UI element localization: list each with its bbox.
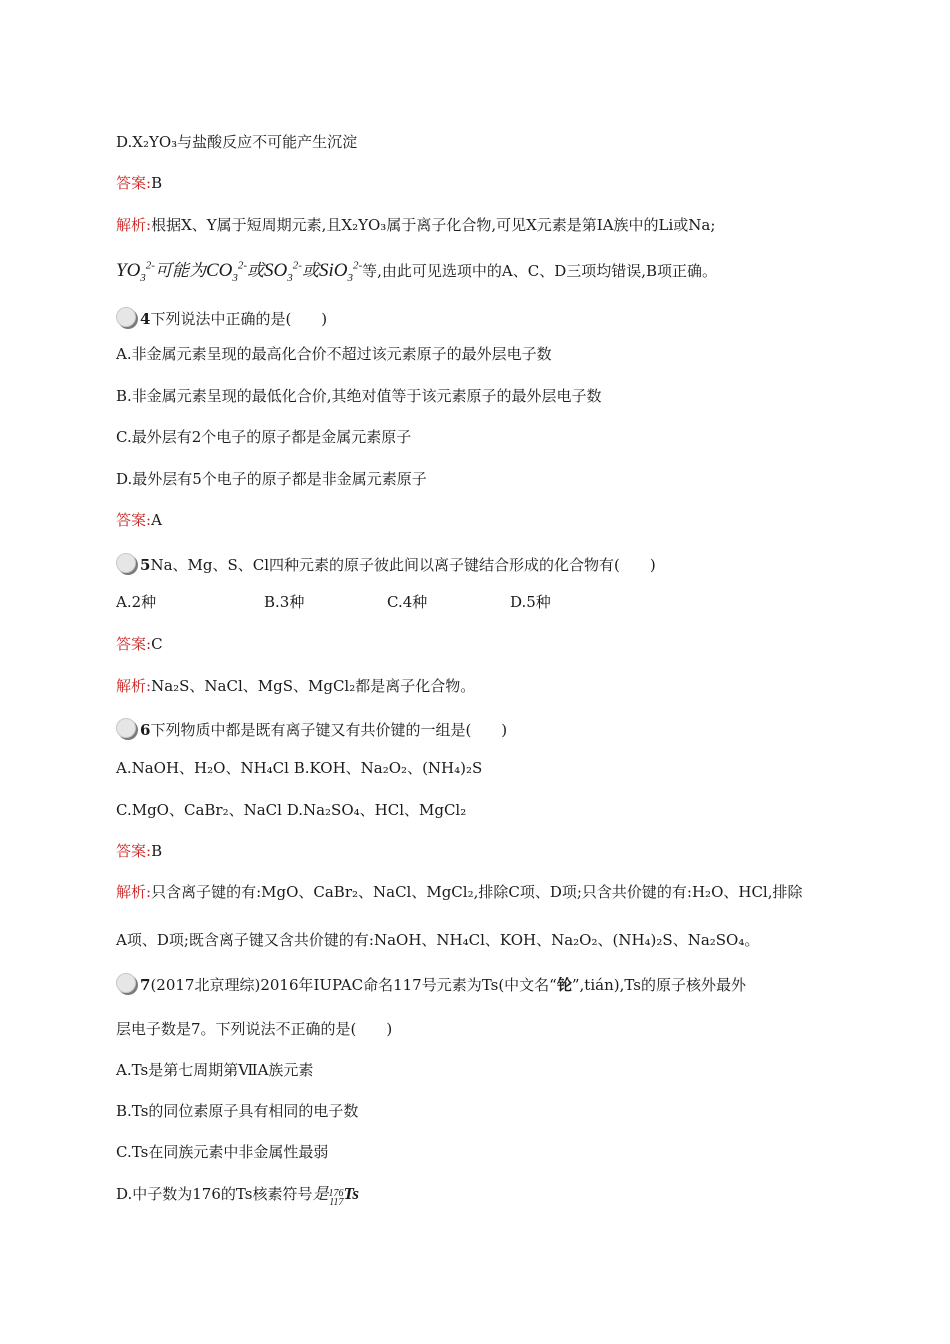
question-marker-icon <box>116 307 138 329</box>
question-number: 7 <box>140 976 151 994</box>
q5-answer <box>116 634 163 654</box>
answer-value: C <box>151 635 163 653</box>
nuclide-symbol: Ts <box>343 1184 359 1203</box>
formula-co3: $CO_3^{2-}$ <box>205 259 248 284</box>
q6-stem <box>116 718 507 740</box>
q4-option-d: D.最外层有5个电子的原子都是非金属元素原子 <box>116 470 427 488</box>
analysis-label: 解析: <box>116 677 152 695</box>
q4-option-b: B.非金属元素呈现的最低化合价,其绝对值等于该元素原子的最外层电子数 <box>116 387 602 405</box>
option-text: D.中子数为176的Ts核素符号 <box>116 1185 313 1203</box>
answer-value: B <box>151 174 163 192</box>
q7-stem-line2: 层电子数是7。下列说法不正确的是( ) <box>116 1020 393 1038</box>
analysis-connector: 可能为 <box>154 261 206 280</box>
q7-option-c: C.Ts在同族元素中非金属性最弱 <box>116 1143 329 1161</box>
question-stem: (2017北京理综)2016年IUPAC命名117号元素为Ts(中文名“ <box>150 976 557 994</box>
formula-yo3: $YO_3^{2-}$ <box>116 259 155 284</box>
question-stem: Na、Mg、S、Cl四种元素的原子彼此间以离子键结合形成的化合物有( ) <box>150 556 656 574</box>
option-text-italic: 是 <box>312 1186 329 1203</box>
q3-option-d: D.X₂YO₃与盐酸反应不可能产生沉淀 <box>116 133 358 151</box>
analysis-connector: 或 <box>247 261 265 280</box>
q5-stem <box>116 553 656 575</box>
analysis-text: 等,由此可见选项中的A、C、D三项均错误,B项正确。 <box>362 262 718 280</box>
answer-label: 答案: <box>116 842 152 860</box>
q6-analysis-line1 <box>116 882 803 902</box>
q5-option-b: B.3种 <box>264 593 305 611</box>
question-number: 6 <box>140 721 151 739</box>
q5-option-a: A.2种 <box>116 593 157 611</box>
q3-answer <box>116 173 162 193</box>
analysis-text: 只含离子键的有:MgO、CaBr₂、NaCl、MgCl₂,排除C项、D项;只含共价键的有:H₂O、HCl,排除 <box>151 883 803 901</box>
question-stem: 下列物质中都是既有离子键又有共价键的一组是( ) <box>150 721 508 739</box>
q4-answer <box>116 510 162 530</box>
question-marker-icon <box>116 718 138 740</box>
q5-option-d: D.5种 <box>510 593 551 611</box>
q7-option-b: B.Ts的同位素原子具有相同的电子数 <box>116 1102 359 1120</box>
q3-analysis-line2 <box>116 258 717 284</box>
answer-label: 答案: <box>116 174 152 192</box>
q7-option-d <box>116 1184 359 1207</box>
analysis-connector: 或 <box>301 261 319 280</box>
analysis-label: 解析: <box>116 883 152 901</box>
q5-options <box>116 592 551 612</box>
answer-value: B <box>151 842 163 860</box>
q6-options-cd: C.MgO、CaBr₂、NaCl D.Na₂SO₄、HCl、MgCl₂ <box>116 801 467 819</box>
q4-option-a: A.非金属元素呈现的最高化合价不超过该元素原子的最外层电子数 <box>116 345 552 363</box>
q7-option-a: A.Ts是第七周期第ⅦA族元素 <box>116 1061 314 1079</box>
q4-stem <box>116 307 327 329</box>
question-marker-icon <box>116 973 138 995</box>
q7-stem-line1 <box>116 973 746 995</box>
atomic-number: 117 <box>329 1197 344 1208</box>
formula-sio3: SiO$_3^{2-}$ <box>318 259 363 284</box>
q5-option-c: C.4种 <box>387 593 428 611</box>
question-number: 4 <box>140 310 151 328</box>
q5-analysis <box>116 676 475 696</box>
answer-label: 答案: <box>116 635 152 653</box>
element-name-char: 𬬭 <box>556 976 572 994</box>
question-stem-end: ”,tián),Ts的原子核外最外 <box>571 976 746 994</box>
q6-answer <box>116 841 162 861</box>
q3-analysis-line1 <box>116 215 715 235</box>
question-number: 5 <box>140 556 151 574</box>
answer-label: 答案: <box>116 511 152 529</box>
nuclide-numbers <box>329 1189 344 1207</box>
question-stem: 下列说法中正确的是( ) <box>150 310 328 328</box>
mass-number: 176 <box>328 1188 344 1199</box>
answer-value: A <box>151 511 162 529</box>
q6-analysis-line2: A项、D项;既含离子键又含共价键的有:NaOH、NH₄Cl、KOH、Na₂O₂、(NH₄)₂S、Na₂SO₄。 <box>116 931 760 949</box>
formula-so3: $SO_3^{2-}$ <box>264 259 302 284</box>
question-marker-icon <box>116 553 138 575</box>
analysis-label: 解析: <box>116 216 152 234</box>
q4-option-c: C.最外层有2个电子的原子都是金属元素原子 <box>116 428 412 446</box>
q6-options-ab: A.NaOH、H₂O、NH₄Cl B.KOH、Na₂O₂、(NH₄)₂S <box>116 759 483 777</box>
analysis-text: 根据X、Y属于短周期元素,且X₂YO₃属于离子化合物,可见X元素是第ⅠA族中的Li或Na; <box>151 216 716 234</box>
analysis-text: Na₂S、NaCl、MgS、MgCl₂都是离子化合物。 <box>151 677 476 695</box>
